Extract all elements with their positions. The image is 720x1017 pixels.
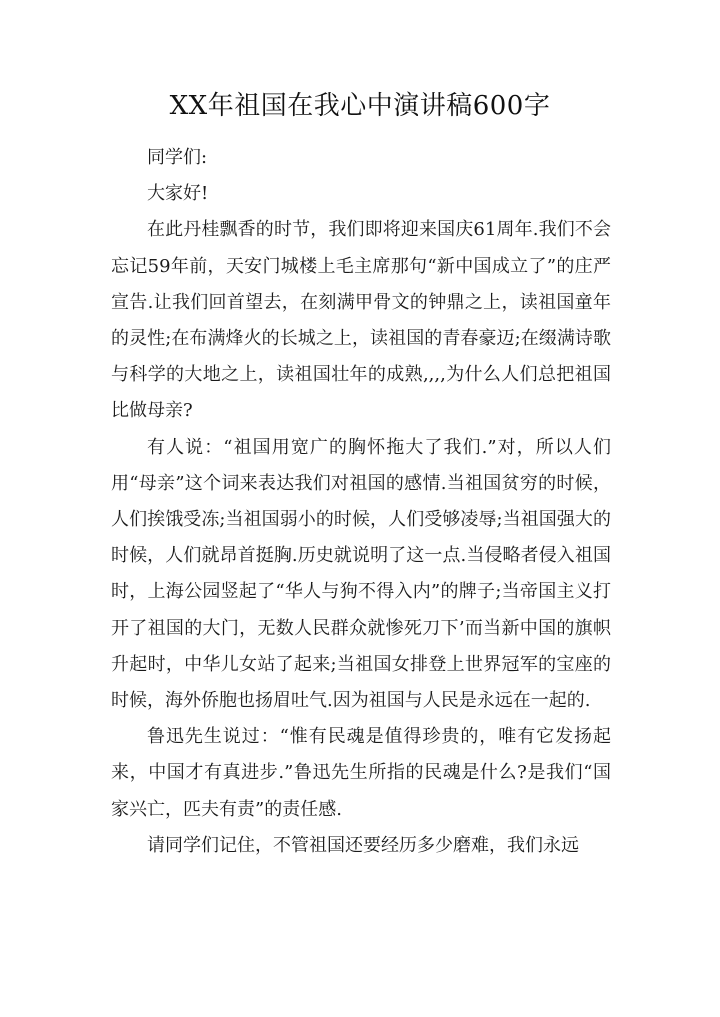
paragraph-motherland-mother: 有人说：“祖国用宽广的胸怀拖大了我们.”对，所以人们用“母亲”这个词来表达我们对祖国的感情.当祖国贫穷的时候，人们挨饿受冻;当祖国弱小的时候，人们受够凌辱;当祖国强大的时候，人们就昂首挺胸.历史就说明了这一点.当侵略者侵入祖国时，上海公园竖起了“华人与狗不得入内”的牌子;当帝国主义打开了祖国的大门，无数人民群众就惨死刀下’而当新中国的旗帜升起时，中华儿女站了起来;当祖国女排登上世界冠军的宝座的时候，海外侨胞也扬眉吐气.因为祖国与人民是永远在一起的. <box>111 436 611 712</box>
document-body <box>111 140 611 864</box>
paragraph-national-day: 在此丹桂飘香的时节，我们即将迎来国庆61周年.我们不会忘记59年前，天安门城楼上毛主席那句“新中国成立了”的庄严宣告.让我们回首望去，在刻满甲骨文的钟鼎之上，读祖国童年的灵性;在布满烽火的长城之上，读祖国的青春豪迈;在缀满诗歌与科学的大地之上，读祖国壮年的成熟,,,,为什么人们总把祖国比做母亲? <box>111 219 611 422</box>
document-title: XX年祖国在我心中演讲稿600字 <box>169 91 551 121</box>
paragraph-luxun-quote: 鲁迅先生说过：“惟有民魂是值得珍贵的，唯有它发扬起来，中国才有真进步.”鲁迅先生所指的民魂是什么?是我们“国家兴亡，匹夫有责”的责任感. <box>111 726 611 820</box>
paragraph-hello: 大家好! <box>147 183 209 205</box>
paragraph-remember: 请同学们记住，不管祖国还要经历多少磨难，我们永远 <box>147 834 579 856</box>
paragraph-greeting: 同学们: <box>147 147 208 168</box>
